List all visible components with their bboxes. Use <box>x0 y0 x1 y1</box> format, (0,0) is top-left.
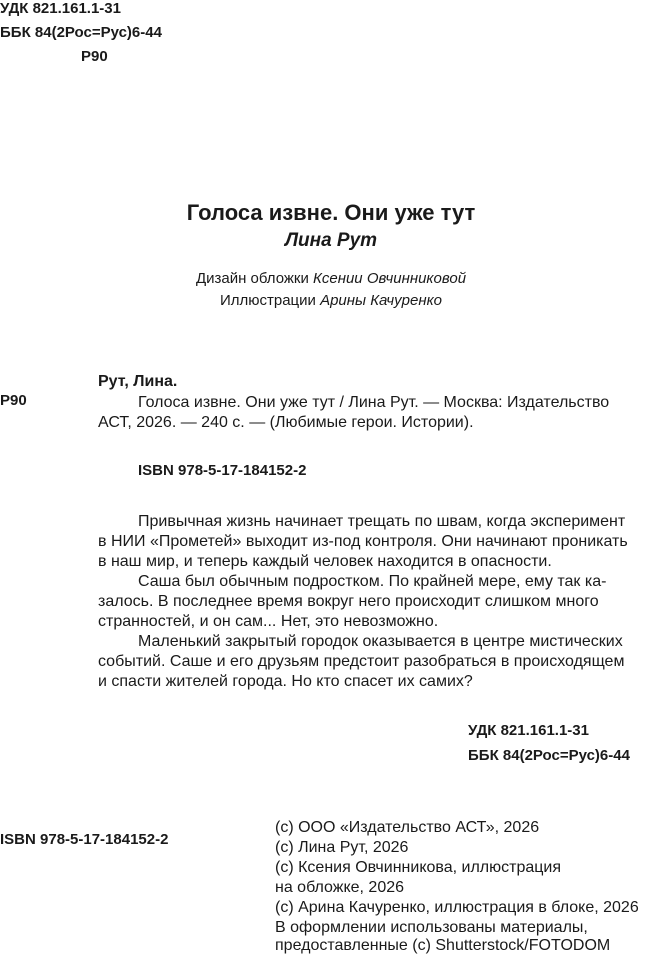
copyright-line: (c) Ксения Овчинникова, иллюстрация <box>275 859 561 876</box>
footer-bbk: ББК 84(2Рос=Рус)6-44 <box>468 747 630 764</box>
book-title: Голоса извне. Они уже тут <box>186 200 476 225</box>
copyright-line: на обложке, 2026 <box>275 879 405 896</box>
copyright-line: (c) ООО «Издательство АСТ», 2026 <box>275 819 540 836</box>
illustrations-prefix: Иллюстрации <box>219 292 321 309</box>
illustrations-name: Арины Качуренко <box>320 292 443 309</box>
illustrations-credit <box>0 292 662 309</box>
header-udk: УДК 821.161.1-31 <box>0 0 121 17</box>
catalog-author-heading: Рут, Лина. <box>98 373 178 390</box>
annotation-line: Маленький закрытый городок оказывается в центре мистических <box>138 633 623 650</box>
annotation-line: залось. В последнее время вокруг него происходит слишком много <box>98 593 599 610</box>
annotation-line: странностей, и он сам... Нет, это невозможно. <box>98 613 439 630</box>
catalog-code: Р90 <box>0 392 27 409</box>
footer-isbn: ISBN 978-5-17-184152-2 <box>0 831 169 848</box>
annotation-line: Саша был обычным подростком. По крайней мере, ему так ка- <box>138 573 607 590</box>
catalog-line-1: Голоса извне. Они уже тут / Лина Рут. — Москва: Издательство <box>138 394 610 411</box>
cover-design-name: Ксении Овчинниковой <box>313 270 467 287</box>
annotation-line: Привычная жизнь начинает трещать по швам, когда эксперимент <box>138 513 626 530</box>
cover-design-credit <box>0 270 662 287</box>
annotation-line: событий. Саше и его друзьям предстоит разобраться в происходящем <box>98 653 625 670</box>
annotation-line: и спасти жителей города. Но кто спасет их самих? <box>98 673 473 690</box>
header-bbk: ББК 84(2Рос=Рус)6-44 <box>0 24 162 41</box>
annotation-line: в НИИ «Прометей» выходит из-под контроля. Они начинают проникать <box>98 533 628 550</box>
copyright-line: предоставленные (c) Shutterstock/FOTODOM <box>275 937 611 954</box>
header-author-code: Р90 <box>81 48 108 65</box>
annotation-line: в наш мир, и теперь каждый человек находится в опасности. <box>98 553 552 570</box>
copyright-line: (c) Арина Качуренко, иллюстрация в блоке, 2026 <box>275 899 639 916</box>
footer-udk: УДК 821.161.1-31 <box>468 722 589 739</box>
book-author: Лина Рут <box>284 230 378 251</box>
cover-design-prefix: Дизайн обложки <box>195 270 314 287</box>
copyright-line: В оформлении использованы материалы, <box>275 919 588 936</box>
catalog-line-2: АСТ, 2026. — 240 с. — (Любимые герои. Истории). <box>98 414 474 431</box>
copyright-line: (c) Лина Рут, 2026 <box>275 839 409 856</box>
catalog-isbn: ISBN 978-5-17-184152-2 <box>138 462 307 479</box>
